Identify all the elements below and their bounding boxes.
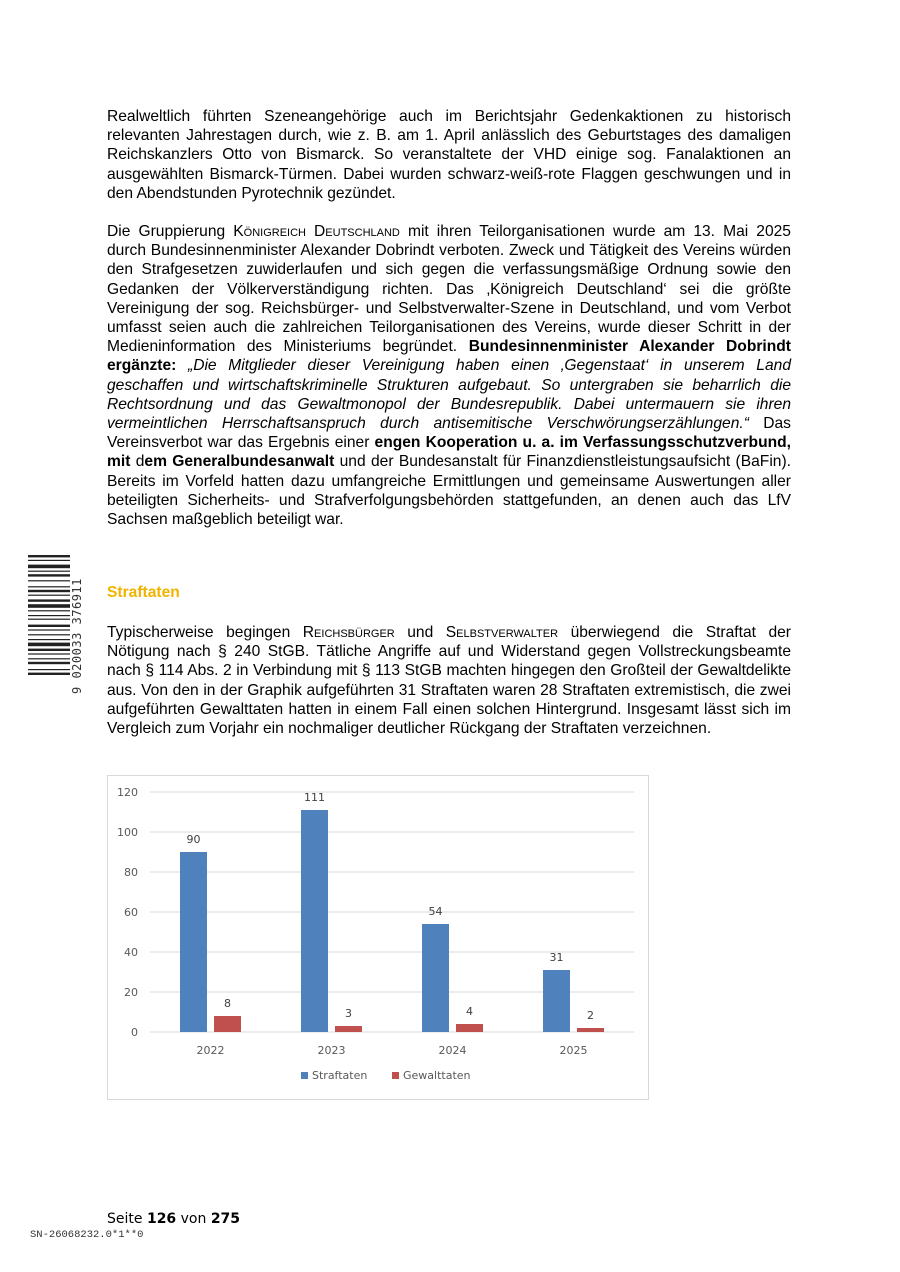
bar-gewalttaten-2024 [456,1024,483,1032]
data-label: 8 [224,997,231,1010]
barcode-bar [28,619,70,620]
paragraph-koenigreich-ban [107,222,791,529]
barcode-bar [28,662,70,664]
bold-run: em Generalbundesanwalt [144,453,335,471]
barcode-bar [28,673,70,675]
x-tick-label: 2022 [196,1044,225,1057]
x-tick-label: 2025 [559,1044,588,1057]
barcode-bar [28,629,70,630]
document-id: SN-26068232.0*1**0 [30,1229,144,1241]
barcode-bar [28,610,70,611]
legend-swatch [392,1072,399,1079]
data-label: 111 [304,791,325,804]
barcode-bar [28,625,70,627]
barcode-bar [28,555,70,557]
barcode-digits: 9 020033 376911 [70,578,84,694]
chart-legend [301,1069,471,1082]
x-tick-label: 2024 [438,1044,467,1057]
chart-x-axis [197,1044,588,1057]
barcode-bar [28,571,70,572]
barcode-bar [28,586,70,587]
minister-quote: „Die Mitglieder dieser Vereinigung haben einen ‚Gegenstaat‘ in unserem Land geschaffen und wirtschaftskriminelle Strukturen aufgebaut. So untergraben sie beharrlich die Rechtsordnung und das Gewaltmonopol der Bundesrepublik. Dabei untermauern sie ihren vermeintlichen Herrschaftsanspruch durch antisemitische Verschwörungserzählungen.“ [107,357,791,433]
text-run: Das Vereinsverbot war das Ergebnis einer [107,415,791,452]
text-run: Typischerweise begingen [107,624,303,641]
y-tick-label: 100 [117,826,138,839]
footer-prefix: Seite [107,1211,147,1227]
y-tick-label: 60 [124,906,138,919]
bold-run: engen Kooperation u. a. im Verfassungsschutzverbund, mit [107,434,791,471]
bar-straftaten-2024 [422,924,449,1032]
scene-term: Reichsbürger [302,624,395,641]
barcode-bar [28,580,70,581]
x-tick-label: 2023 [317,1044,346,1057]
barcode-bar [28,565,70,569]
chart-data-labels [187,791,595,1022]
text-run: d [130,453,145,471]
y-tick-label: 80 [124,866,138,879]
bar-straftaten-2022 [180,852,207,1032]
barcode-bar [28,669,70,670]
legend-entry: Straftaten [312,1069,368,1082]
barcode-bar [28,604,70,608]
barcode-bar [28,639,70,640]
text-run: und [394,624,446,641]
data-label: 54 [428,905,443,918]
paragraph-offences [107,623,791,738]
barcode-bar [28,560,70,561]
text-run: überwiegend die Straftat der Nötigung nach § 240 StGB. Tätliche Angriffe auf und Widerstand gegen Vollstreckungsbeamte nach § 114 Abs. 2 in Verbindung mit § 113 StGB machten hingegen den Großteil der Gewaltdelikte aus. Von den in der Graphik aufgeführten 31 Straftaten waren 28 Straftaten extremistisch, die zwei aufgeführten Gewalttaten hatten in einem Fall einen solchen Hintergrund. Insgesamt lässt sich im Vergleich zum Vorjahr ein nochmaliger deutlicher Rückgang der Straftaten verzeichnen. [107,624,792,738]
text-run: und der Bundesanstalt für Finanzdienstleistungsaufsicht (BaFin). Bereits im Vorfeld hatten dazu umfangreiche Ermittlungen und gemeinsame Auswertungen aller beteiligten Sicherheits- und Strafverfolgungsbehörden stattgefunden, an denen auch das LfV Sachsen maßgeblich beteiligt war. [107,453,791,529]
page-total: 275 [210,1211,241,1227]
bar-gewalttaten-2023 [335,1026,362,1032]
data-label: 2 [587,1009,594,1022]
y-tick-label: 20 [124,986,138,999]
y-tick-label: 40 [124,946,138,959]
paragraph-commemorations: Realweltlich führten Szeneangehörige auch im Berichtsjahr Gedenkaktionen zu historisch relevanten Jahrestagen durch, wie z. B. am 1. April anlässlich des Geburtstages des damaligen Reichskanzlers Otto von Bismarck. So veranstaltete der VHD einige sog. Fanalaktionen an ausgewählten Bismarck-Türmen. Dabei wurden schwarz-weiß-rote Flaggen geschwungen und in den Abendstunden Pyrotechnik gezündet. [107,108,791,202]
barcode-bar [28,615,70,616]
bar-gewalttaten-2025 [577,1028,604,1032]
section-heading: Straftaten [107,584,180,601]
bar-straftaten-2023 [301,810,328,1032]
chart-y-axis [117,786,138,1039]
barcode-bar [28,574,70,576]
page-number: 126 [146,1211,177,1227]
barcode-bar [28,653,70,654]
barcode-bar [28,643,70,647]
chart-canvas [108,776,648,1099]
scene-term: Selbstverwalter [445,624,559,641]
footer-middle: von [176,1211,211,1227]
chart-bars [180,810,604,1032]
legend-swatch [301,1072,308,1079]
barcode-bar [28,595,70,596]
y-tick-label: 120 [117,786,138,799]
offences-chart [107,775,649,1100]
text-run: mit ihren Teilorganisationen wurde am 13. Mai 2025 durch Bundesinnenminister Alexander Dobrindt verboten. Zweck und Tätigkeit des Vereins würden den Strafgesetzen zuwiderlaufen und sich gegen die verfassungsmäßige Ordnung sowie den Gedanken der Völkerverständigung richten. Das ‚Königreich Deutschland‘ sei die größte Vereinigung der sog. Reichsbürger- und Selbstverwalter-Szene in Deutschland, und vom Verbot umfasst seien auch die zahlreichen Teilorganisationen des Vereins, wurde dieser Schritt in der Medieninformation des Ministeriums begründet. [107,223,791,356]
legend-entry: Gewalttaten [403,1069,471,1082]
data-label: 90 [186,833,201,846]
barcode-bar [28,658,70,659]
page-footer [107,1211,240,1227]
barcode-bar [28,649,70,651]
data-label: 4 [466,1005,473,1018]
data-label: 3 [345,1007,352,1020]
y-tick-label: 0 [131,1026,138,1039]
barcode-bar [28,599,70,601]
barcode-bar [28,590,70,592]
data-label: 31 [549,951,564,964]
bar-straftaten-2025 [543,970,570,1032]
organisation-name: Königreich Deutschland [233,223,400,240]
bold-run: Bundesinnenminister Alexander Dobrindt ergänzte: [107,338,791,375]
bar-gewalttaten-2022 [214,1016,241,1032]
barcode-bar [28,634,70,635]
text-run: Die Gruppierung [107,223,234,240]
barcode-icon [28,555,70,713]
